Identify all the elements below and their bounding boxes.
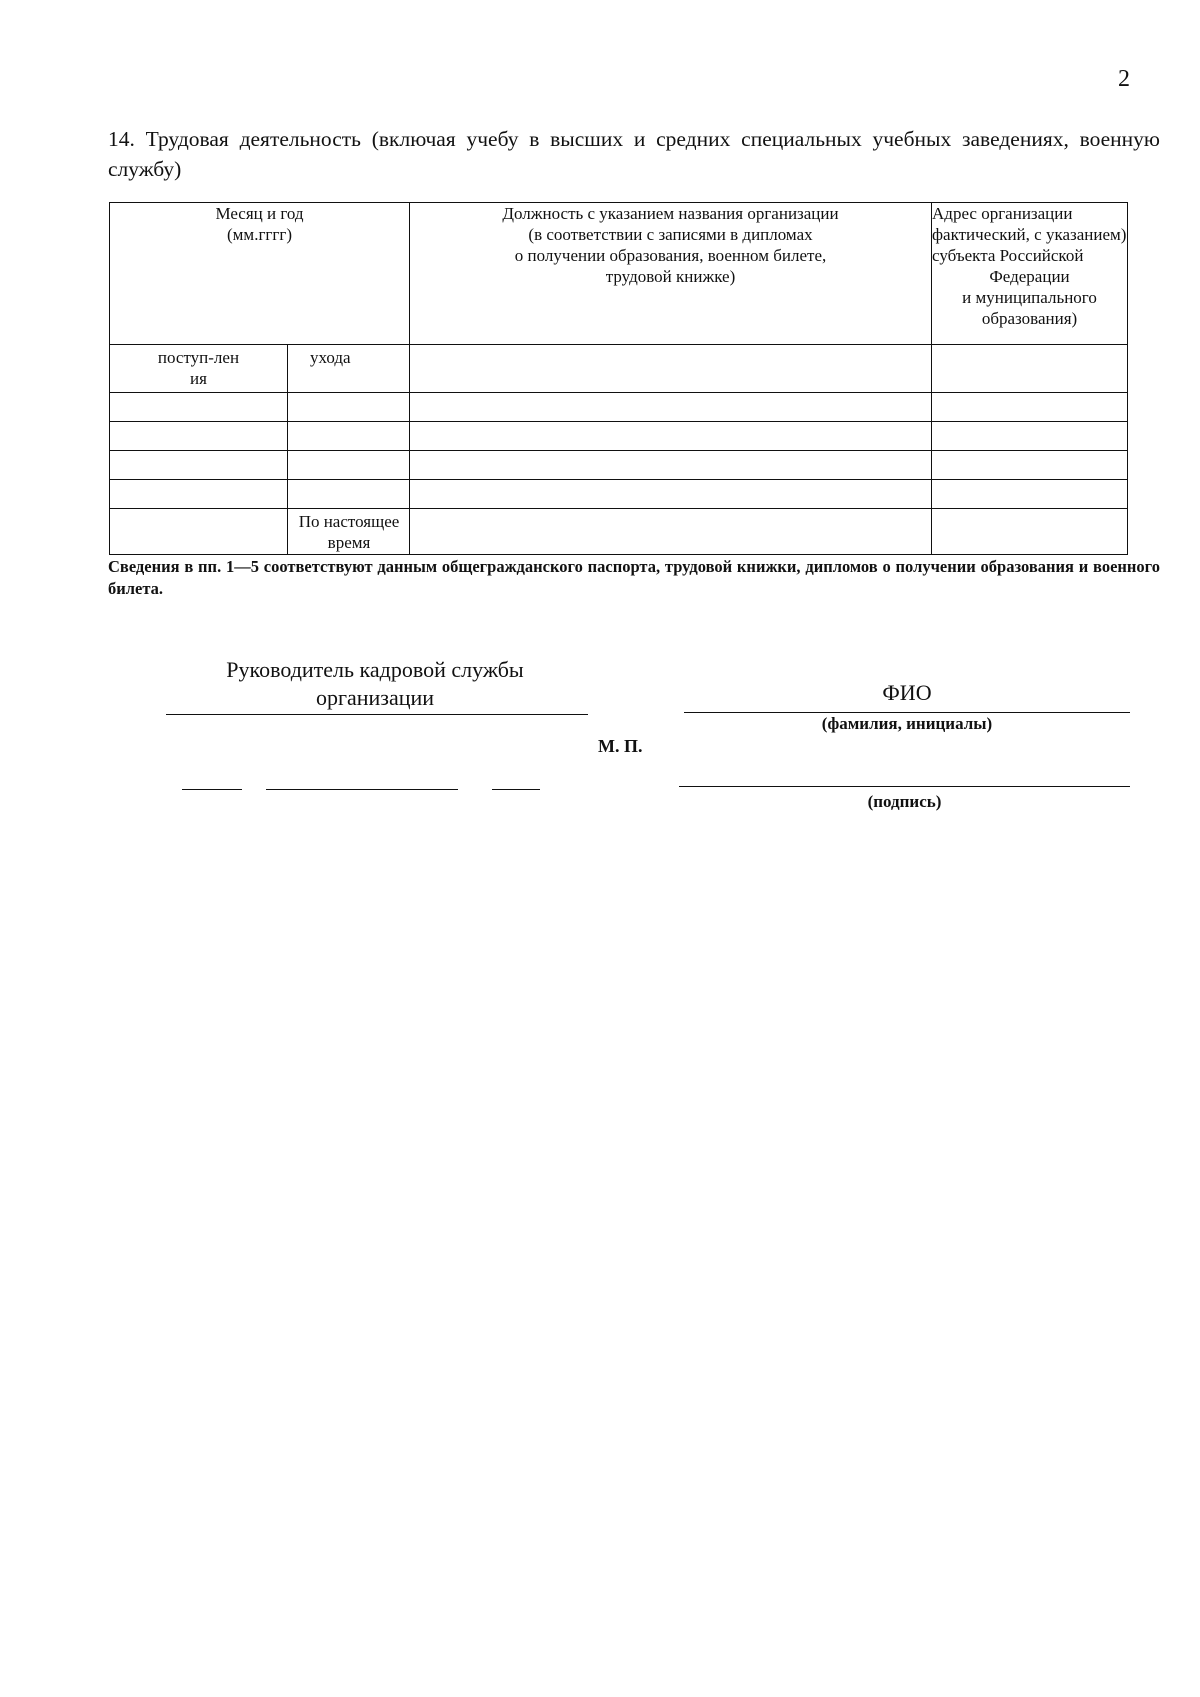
table-cell[interactable] bbox=[110, 480, 288, 509]
section-heading: 14. Трудовая деятельность (включая учебу в высших и средних специальных учебных заведениях, военную службу) bbox=[108, 127, 1160, 181]
last-row-end-cell bbox=[288, 509, 410, 555]
name-caption: (фамилия, инициалы) bbox=[821, 714, 993, 733]
subheader-start bbox=[110, 345, 288, 393]
table-cell[interactable] bbox=[932, 480, 1128, 509]
header-position bbox=[410, 203, 932, 345]
table-cell[interactable] bbox=[288, 451, 410, 480]
table-cell[interactable] bbox=[932, 345, 1128, 393]
table-cell[interactable] bbox=[410, 345, 932, 393]
table-cell[interactable] bbox=[110, 393, 288, 422]
table-cell[interactable] bbox=[110, 509, 288, 555]
date-year-line[interactable] bbox=[492, 789, 540, 790]
table-row bbox=[110, 509, 1128, 555]
signature-line[interactable] bbox=[679, 786, 1130, 787]
header-address-line: субъекта Российской bbox=[932, 246, 1084, 265]
subheader-end bbox=[288, 345, 410, 393]
header-address-line: (фактический, с указанием bbox=[932, 225, 1127, 244]
header-address-line: образования) bbox=[981, 309, 1078, 328]
table-cell[interactable] bbox=[410, 451, 932, 480]
table-cell[interactable] bbox=[288, 422, 410, 451]
table-cell[interactable] bbox=[110, 422, 288, 451]
header-address-line: Федерации bbox=[989, 267, 1070, 286]
table-cell[interactable] bbox=[288, 480, 410, 509]
table-cell[interactable] bbox=[932, 393, 1128, 422]
name-underline bbox=[684, 712, 1130, 713]
header-position-line: трудовой книжке) bbox=[605, 267, 736, 286]
header-month-year bbox=[110, 203, 410, 345]
name-value[interactable]: ФИО bbox=[882, 680, 932, 705]
header-position-line: о получении образования, военном билете, bbox=[514, 246, 827, 265]
data-compliance-note: Сведения в пп. 1—5 соответствуют данным общегражданского паспорта, трудовой книжки, дипломов о получении образования и военного билета. bbox=[108, 557, 1160, 598]
date-month-line[interactable] bbox=[266, 789, 458, 790]
table-cell[interactable] bbox=[410, 393, 932, 422]
table-cell[interactable] bbox=[288, 393, 410, 422]
header-address bbox=[932, 203, 1128, 345]
table-cell[interactable] bbox=[932, 451, 1128, 480]
table-cell[interactable] bbox=[932, 509, 1128, 555]
subheader-end-label: ухода bbox=[310, 348, 351, 367]
header-address-line: Адрес организации bbox=[932, 204, 1073, 223]
header-month-year-format: (мм.гггг) bbox=[227, 225, 292, 244]
date-day-line[interactable] bbox=[182, 789, 242, 790]
table-row bbox=[110, 422, 1128, 451]
table-cell[interactable] bbox=[410, 422, 932, 451]
page-number: 2 bbox=[1118, 66, 1130, 92]
table-cell[interactable] bbox=[932, 422, 1128, 451]
position-title: Руководитель кадровой службы организации bbox=[226, 657, 524, 710]
position-title-underline bbox=[166, 714, 588, 715]
table-cell[interactable] bbox=[110, 451, 288, 480]
table-cell[interactable] bbox=[410, 509, 932, 555]
table-row bbox=[110, 393, 1128, 422]
work-history-table bbox=[109, 202, 1128, 555]
header-address-line: и муниципального bbox=[962, 288, 1097, 307]
table-row bbox=[110, 451, 1128, 480]
stamp-label: М. П. bbox=[598, 736, 643, 756]
header-month-year-line: Месяц и год bbox=[215, 204, 304, 223]
subheader-start-label: поступ-ления bbox=[157, 348, 240, 388]
last-row-end-label: По настоящее время bbox=[298, 512, 400, 552]
table-row bbox=[110, 480, 1128, 509]
header-position-line: (в соответствии с записями в дипломах bbox=[528, 225, 813, 244]
table-cell[interactable] bbox=[410, 480, 932, 509]
header-position-line: Должность с указанием названия организации bbox=[502, 204, 839, 223]
signature-caption: (подпись) bbox=[867, 792, 942, 811]
